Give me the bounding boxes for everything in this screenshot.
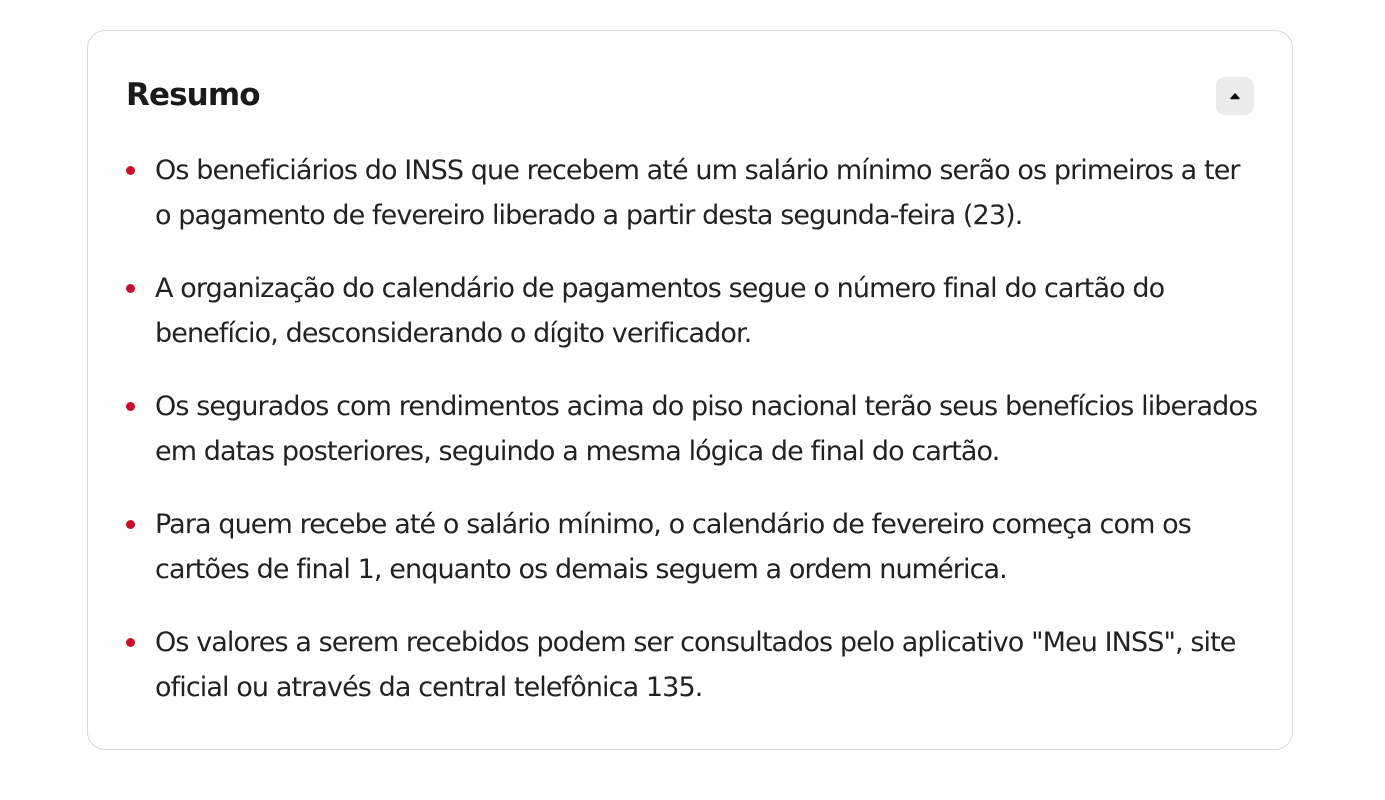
collapse-button[interactable]: [1216, 77, 1254, 115]
summary-item: [126, 502, 1261, 592]
summary-item-text: Para quem recebe até o salário mínimo, o calendário de fevereiro começa com os cartões de final 1, enquanto os demais seguem a ordem numérica.: [155, 509, 1191, 585]
bullet-dot-icon: [126, 284, 135, 293]
bullet-dot-icon: [126, 166, 135, 175]
summary-item-text: A organização do calendário de pagamentos segue o número final do cartão do benefício, desconsiderando o dígito verificador.: [155, 273, 1165, 349]
bullet-dot-icon: [126, 520, 135, 529]
summary-header: [126, 75, 1254, 115]
summary-card: [87, 30, 1293, 750]
summary-item-text: Os beneficiários do INSS que recebem até um salário mínimo serão os primeiros a ter o pagamento de fevereiro liberado a partir desta segunda-feira (23).: [155, 155, 1240, 231]
summary-item: [126, 266, 1261, 356]
summary-item: [126, 148, 1261, 238]
summary-list: [126, 148, 1261, 738]
bullet-dot-icon: [126, 402, 135, 411]
summary-item: [126, 384, 1261, 474]
summary-item: [126, 620, 1261, 710]
caret-up-icon: [1229, 92, 1241, 100]
summary-title: Resumo: [126, 77, 260, 113]
summary-item-text: Os segurados com rendimentos acima do piso nacional terão seus benefícios liberados em datas posteriores, seguindo a mesma lógica de final do cartão.: [155, 391, 1258, 467]
summary-item-text: Os valores a serem recebidos podem ser consultados pelo aplicativo "Meu INSS", site oficial ou através da central telefônica 135.: [155, 627, 1236, 703]
bullet-dot-icon: [126, 638, 135, 647]
